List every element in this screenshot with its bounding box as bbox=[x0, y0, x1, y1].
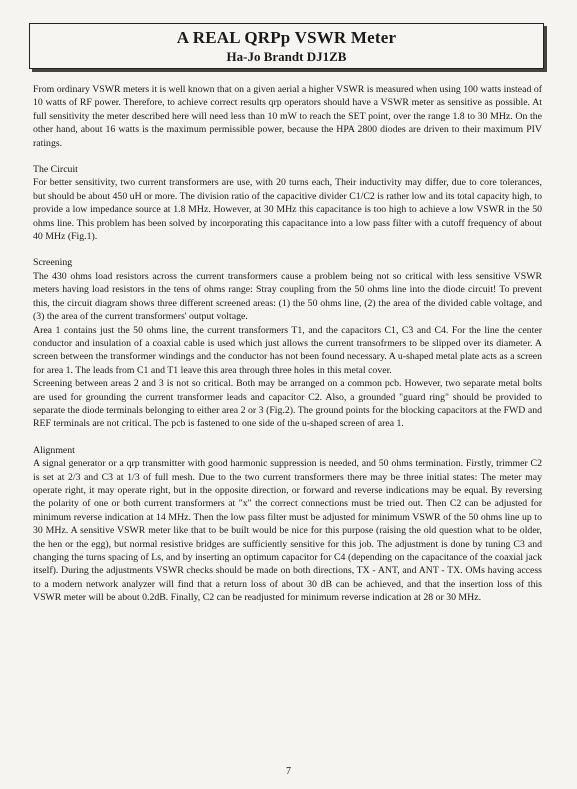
article-title: A REAL QRPp VSWR Meter bbox=[176, 28, 397, 47]
screening-paragraph-3: Screening between areas 2 and 3 is not so critical. Both may be arranged on a common pcb. However, two separate metal bolts are used for grounding the current transformer leads and capacitor C2. Also, a grounded "guard ring" should be provided to separate the diode terminals belonging to either area 2 or 3 (Fig.2). The ground points for the blocking capacitors at the FWD and REF terminals are not critical. The pcb is fastened to one side of the u-shaped screen of area 1. bbox=[33, 378, 542, 430]
circuit-paragraph: For better sensitivity, two current transformers are use, with 20 turns each, Their inductivity may differ, due to core tolerances, but should be about 450 uH or more. The division ratio of the capacitive divider C1/C2 is rather low and its total capacity high, to provide a low impedance source at 1.8 MHz. However, at 30 MHz this capacitance is too high to achieve a low VSWR in the 50 ohms line. This problem has been solved by incorporating this capacitance into a low pass filter with a cutoff frequency of about 40 MHz (Fig.1). bbox=[33, 177, 542, 243]
title-box bbox=[29, 23, 544, 69]
screening-paragraph-1: The 430 ohms load resistors across the current transformers cause a problem being not so critical with less sensitive VSWR meters having load resistors in the tens of ohms range: Stray coupling from the 50 ohms line into the diode circuit! To prevent this, the circuit diagram shows three different screened areas: (1) the 50 ohms line, (2) the area of the divided cable voltage, and (3) the area of the current transformers' output voltage. bbox=[33, 270, 542, 323]
section-heading-screening: Screening bbox=[33, 257, 73, 269]
article-author: Ha-Jo Brandt DJ1ZB bbox=[226, 49, 347, 64]
screening-paragraph-2: Area 1 contains just the 50 ohms line, the current transformers T1, and the capacitors C1, C3 and C4. For the line the center conductor and insulation of a coaxial cable is used which just allows the current transofrmers to be slipped over its diameter. A screen between the transformer windings and the conductor has not been found necessary. A u-shaped metal plate acts as a screen for area 1. The leads from C1 and T1 leave this area through three holes in this metal cover. bbox=[33, 324, 542, 376]
section-heading-alignment: Alignment bbox=[33, 444, 75, 456]
section-heading-circuit: The Circuit bbox=[33, 164, 78, 176]
page-number: 7 bbox=[286, 766, 291, 777]
alignment-paragraph: A signal generator or a qrp transmitter with good harmonic suppression is needed, and 50 ohms termination. Firstly, trimmer C2 is set at 2/3 and C3 at 1/3 of full mesh. Due to the two current transformers there may be three initial states: The meter may operate right, it may operate right, but in the opposite direction, or forward and reverse indications may be equal. By reversing the polarity of one or both current transformers at "x" the correct connections must be tried out. Then C2 can be adjusted for minimum reverse indication at 14 MHz. Then the low pass filter must be adjusted for minimum VSWR of the 50 ohms line up to 30 MHz. A sensitive VSWR meter like that to be built would be nice for this purpose (raising the old question what to be older, the hen or the egg), but normal resistive bridges are sufficiently sensitive for this job. The adjustment is done by tuning C3 and changing the turns spacing of Ls, and by inserting an optimum capacitor for C4 (depending on the capacitance of the coaxial jack itself). During the adjustments VSWR checks should be made on both directions, TX - ANT, and ANT - TX. OMs having access to a modern network analyzer will find that a return loss of about 30 dB can be achieved, and that the insertion loss of this VSWR meter will be about 0.2dB. Finally, C2 can be readjusted for minimum reverse indication at 28 or 30 MHz. bbox=[33, 458, 542, 604]
article-body bbox=[33, 83, 542, 605]
intro-paragraph: From ordinary VSWR meters it is well known that on a given aerial a higher VSWR is measured when using 100 watts instead of 10 watts of RF power. Therefore, to achieve correct results qrp operators should have a VSWR meter as sensitive as possible. At full sensitivity the meter described here will need less than 10 mW to reach the SET point, over the range 1.8 to 30 MHz. On the other hand, about 16 watts is the maximum permissible power, because the HPA 2800 diodes are driven to their maximum PIV ratings. bbox=[33, 84, 542, 149]
